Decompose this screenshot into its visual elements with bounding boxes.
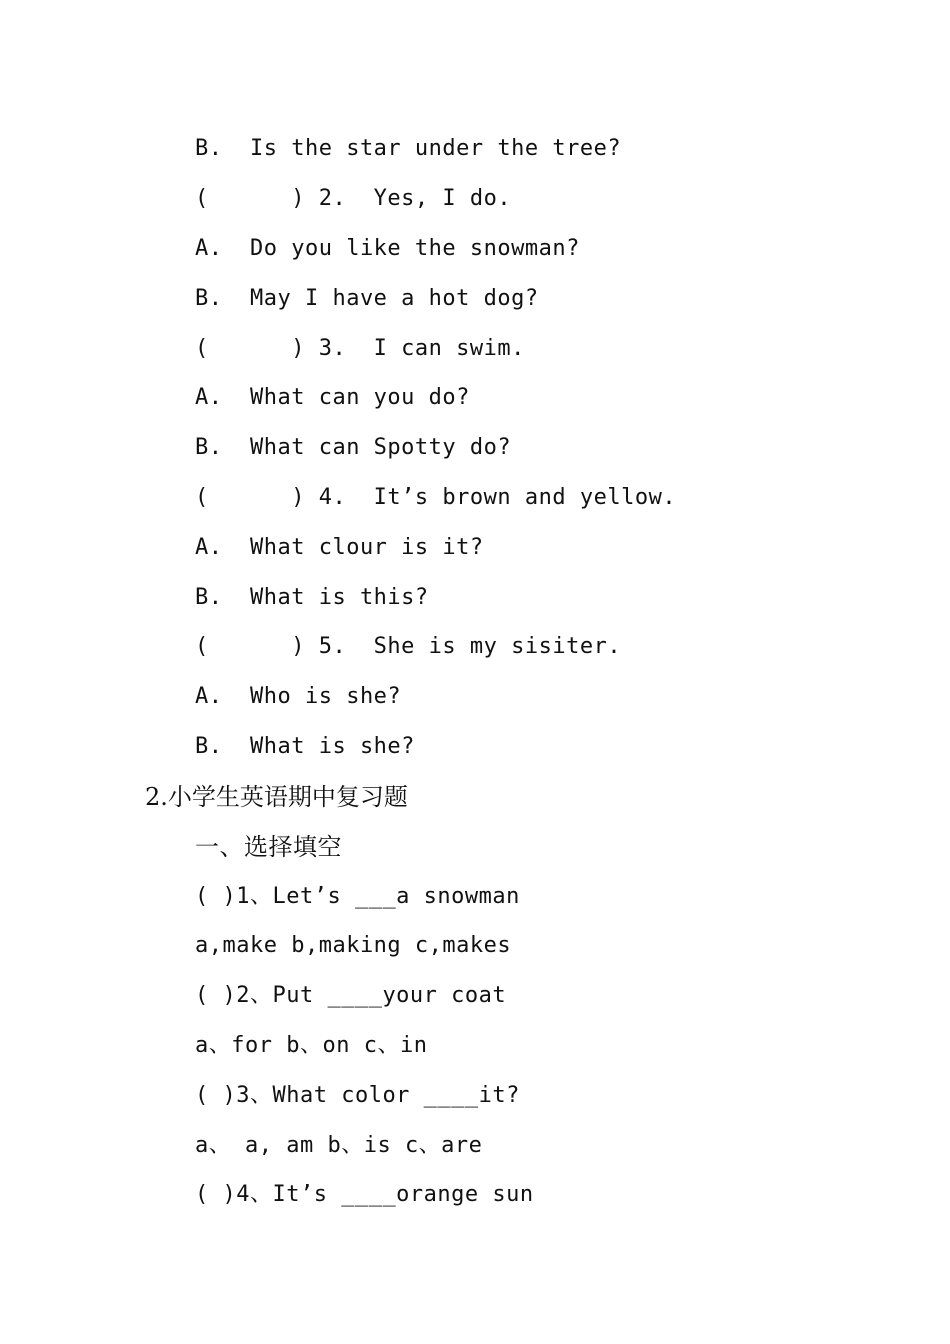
option-line: A. What clour is it? <box>195 535 484 560</box>
option-line: B. What is she? <box>195 734 415 759</box>
question-line: ( ) 4. It’s brown and yellow. <box>195 485 677 510</box>
exercise-title: 2.小学生英语期中复习题 <box>145 783 408 811</box>
option-line: A. What can you do? <box>195 385 470 410</box>
question-line: ( ) 5. She is my sisiter. <box>195 634 622 659</box>
section-title: 一、选择填空 <box>195 833 342 861</box>
option-line: a、for b、on c、in <box>195 1033 428 1058</box>
option-line: B. What is this? <box>195 585 429 610</box>
question-line: ( ) 3. I can swim. <box>195 336 525 361</box>
option-line: B. What can Spotty do? <box>195 435 512 460</box>
question-line: ( )4、It’s ____orange sun <box>195 1182 534 1207</box>
question-line: ( )1、Let’s ___a snowman <box>195 884 520 909</box>
option-line: a,make b,making c,makes <box>195 933 512 958</box>
question-line: ( )3、What color ____it? <box>195 1083 520 1108</box>
question-line: ( )2、Put ____your coat <box>195 983 507 1008</box>
option-line: A. Who is she? <box>195 684 402 709</box>
option-line: A. Do you like the snowman? <box>195 236 580 261</box>
option-line: B. May I have a hot dog? <box>195 286 539 311</box>
option-line: a、 a, am b、is c、are <box>195 1133 483 1158</box>
question-line: ( ) 2. Yes, I do. <box>195 186 512 211</box>
option-line: B. Is the star under the tree? <box>195 136 622 161</box>
